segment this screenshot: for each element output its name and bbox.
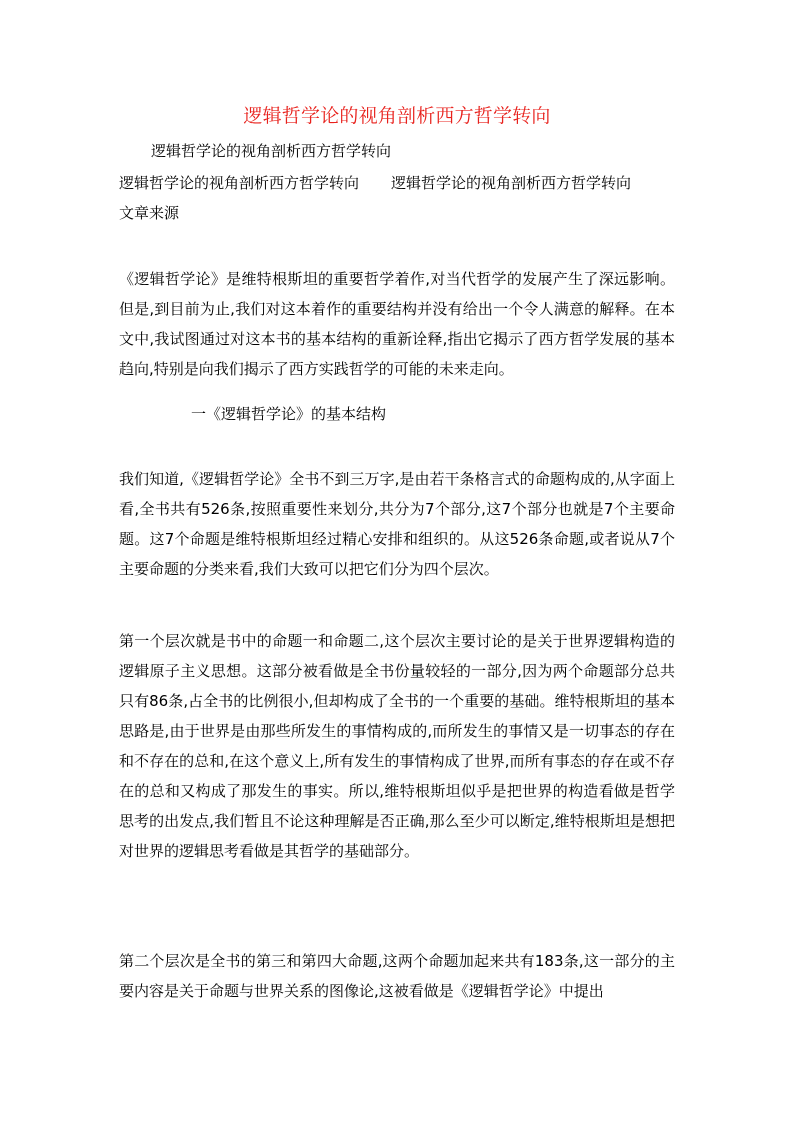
subtitle-line-2-part-b: 逻辑哲学论的视角剖析西方哲学转向: [391, 174, 632, 192]
subtitle-line-2-part-a: 逻辑哲学论的视角剖析西方哲学转向: [119, 174, 360, 192]
paragraph-level-one: 第一个层次就是书中的命题一和命题二,这个层次主要讨论的是关于世界逻辑构造的逻辑原子主义思想。这部分被看做是全书份量较轻的一部分,因为两个命题部分总共只有86条,占全书的比例很小,但却构成了全书的一个重要的基础。维特根斯坦的基本思路是,由于世界是由那些所发生的事情构成的,而所发生的事情又是一切事态的存在和不存在的总和,在这个意义上,所有发生的事情构成了世界,而所有事态的存在或不存在的总和又构成了那发生的事实。所以,维特根斯坦似乎是把世界的构造看做是哲学思考的出发点,我们暂且不论这种理解是否正确,那么至少可以断定,维特根斯坦是想把对世界的逻辑思考看做是其哲学的基础部分。: [119, 632, 675, 860]
document-title: 逻辑哲学论的视角剖析西方哲学转向: [243, 105, 551, 127]
subtitle-line-2: [119, 172, 631, 194]
paragraph-structure: 我们知道,《逻辑哲学论》全书不到三万字,是由若干条格言式的命题构成的,从字面上看,全书共有526条,按照重要性来划分,共分为7个部分,这7个部分也就是7个主要命题。这7个命题是维特根斯坦经过精心安排和组织的。从这526条命题,或者说从7个主要命题的分类来看,我们大致可以把它们分为四个层次。: [119, 470, 675, 578]
section-heading: 一《逻辑哲学论》的基本结构: [191, 405, 387, 423]
subtitle-line-1: 逻辑哲学论的视角剖析西方哲学转向: [151, 142, 392, 160]
paragraph-intro: 《逻辑哲学论》是维特根斯坦的重要哲学着作,对当代哲学的发展产生了深远影响。但是,到目前为止,我们对这本着作的重要结构并没有给出一个令人满意的解释。在本文中,我试图通过对这本书的基本结构的重新诠释,指出它揭示了西方哲学发展的基本趋向,特别是向我们揭示了西方实践哲学的可能的未来走向。: [119, 270, 675, 378]
paragraph-level-two: 第二个层次是全书的第三和第四大命题,这两个命题加起来共有183条,这一部分的主要内容是关于命题与世界关系的图像论,这被看做是《逻辑哲学论》中提出: [119, 952, 675, 1000]
source-label: 文章来源: [119, 204, 180, 222]
